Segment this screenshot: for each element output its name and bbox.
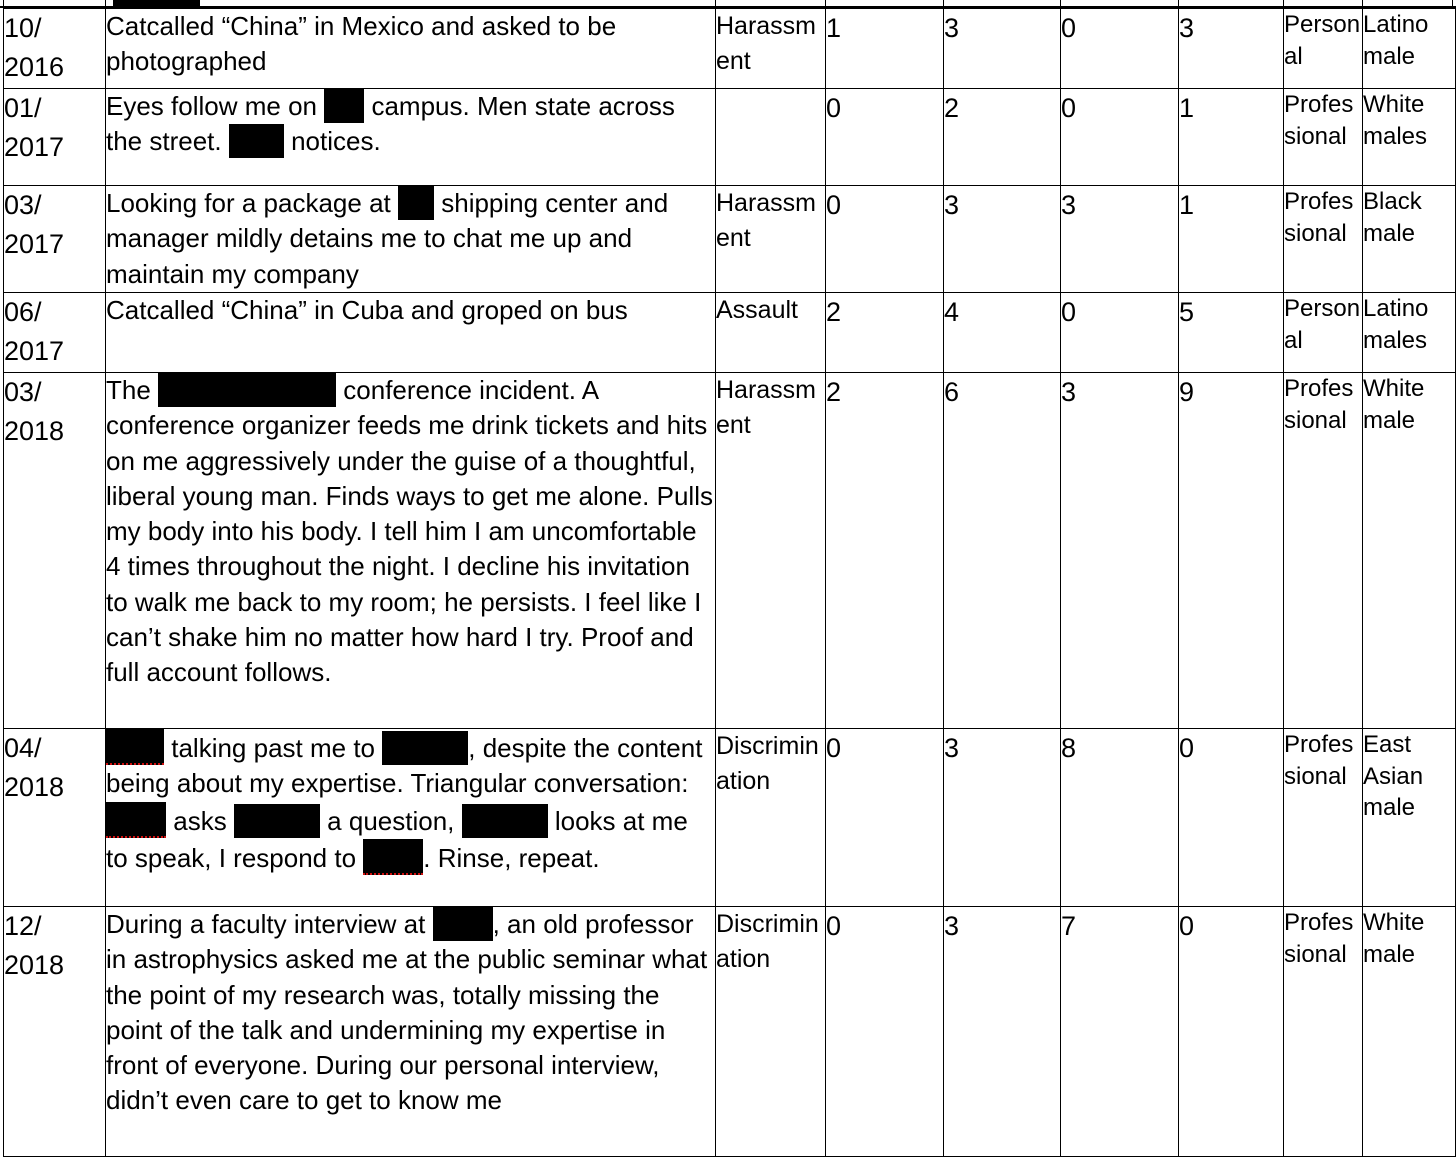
score-cell: 3: [944, 9, 1061, 89]
redaction-block: [229, 124, 284, 158]
description-cell: [106, 907, 716, 1157]
redaction-block: [106, 729, 164, 765]
score-cell: 3: [1061, 186, 1179, 293]
score-cell: 0: [1061, 9, 1179, 89]
description-text: shipping center and manager mildly detains me to chat me up and maintain my company: [106, 188, 669, 289]
redaction-block: [158, 373, 336, 407]
score-cell: 2: [826, 373, 944, 729]
context-cell: Professional: [1284, 729, 1363, 907]
score-cell: 3: [944, 729, 1061, 907]
redaction-block: [382, 731, 468, 765]
score-cell: 0: [826, 729, 944, 907]
description-text: , despite the content being about my expertise. Triangular conversation:: [106, 733, 703, 799]
description-text: , an old professor in astrophysics asked me at the public seminar what the point of my research was, totally missing the point of the talk and undermining my expertise in front of everyone. During our personal interview, didn’t even care to get to know me: [106, 909, 708, 1116]
score-cell: 7: [1061, 907, 1179, 1157]
score-cell: 3: [944, 907, 1061, 1157]
description-text: asks: [173, 805, 227, 836]
redaction-block: [106, 802, 166, 838]
description-text: talking past me to: [171, 733, 376, 763]
date-cell: 03/ 2017: [4, 186, 106, 293]
perpetrator-cell: Latino males: [1363, 293, 1456, 373]
score-cell: 0: [1179, 907, 1284, 1157]
type-cell: Discrimination: [716, 729, 826, 907]
redaction-block: [234, 804, 320, 838]
context-cell: Professional: [1284, 89, 1363, 186]
score-cell: 0: [1179, 729, 1284, 907]
previous-row-fragment: [0, 0, 1456, 8]
score-cell: 1: [826, 9, 944, 89]
perpetrator-cell: Latino male: [1363, 9, 1456, 89]
description-text: conference incident. A conference organizer feeds me drink tickets and hits on me aggressively under the guise of a thoughtful, liberal young man. Finds ways to get me alone. Pulls my body into his body. I tell him I am uncomfortable 4 times throughout the night. I decline his invitation to walk me back to my room; he persists. I feel like I can’t shake him no matter how hard I try. Proof and full account follows.: [106, 375, 713, 688]
type-cell: Harassment: [716, 373, 826, 729]
context-cell: Personal: [1284, 9, 1363, 89]
table-row: [4, 293, 1456, 373]
context-cell: Professional: [1284, 373, 1363, 729]
description-text: The: [106, 375, 151, 405]
redaction-block: [113, 0, 200, 7]
description-cell: [106, 373, 716, 729]
table-row: [4, 89, 1456, 186]
score-cell: 5: [1179, 293, 1284, 373]
description-text: Looking for a package at: [106, 188, 391, 218]
description-cell: [106, 186, 716, 293]
score-cell: 3: [944, 186, 1061, 293]
description-cell: [106, 89, 716, 186]
score-cell: 1: [1179, 186, 1284, 293]
type-cell: Assault: [716, 293, 826, 373]
description-text: notices.: [291, 126, 381, 157]
date-cell: 10/ 2016: [4, 9, 106, 89]
description-cell: [106, 729, 716, 907]
table-row: [4, 373, 1456, 729]
context-cell: Professional: [1284, 186, 1363, 293]
incident-log-table: [3, 8, 1456, 1157]
table-row: [4, 9, 1456, 89]
perpetrator-cell: East Asian male: [1363, 729, 1456, 907]
score-cell: 0: [826, 186, 944, 293]
date-cell: 06/ 2017: [4, 293, 106, 373]
context-cell: Personal: [1284, 293, 1363, 373]
description-text: a question,: [327, 805, 455, 836]
type-cell: [716, 89, 826, 186]
type-cell: Harassment: [716, 186, 826, 293]
description-text: looks at me to speak, I respond to: [106, 805, 688, 873]
description-cell: Catcalled “China” in Cuba and groped on bus: [106, 293, 716, 373]
table-row: [4, 729, 1456, 907]
score-cell: 2: [826, 293, 944, 373]
perpetrator-cell: Black male: [1363, 186, 1456, 293]
score-cell: 3: [1179, 9, 1284, 89]
context-cell: Professional: [1284, 907, 1363, 1157]
score-cell: 3: [1061, 373, 1179, 729]
score-cell: 0: [826, 89, 944, 186]
type-cell: Discrimination: [716, 907, 826, 1157]
redaction-block: [433, 907, 493, 941]
perpetrator-cell: White male: [1363, 373, 1456, 729]
description-text: . Rinse, repeat.: [423, 842, 600, 873]
table-row: [4, 907, 1456, 1157]
redaction-block: [363, 839, 423, 875]
redaction-block: [398, 186, 434, 220]
table-row: [4, 186, 1456, 293]
redaction-block: [462, 804, 548, 838]
description-text: campus. Men state across the street.: [106, 91, 675, 157]
perpetrator-cell: White male: [1363, 907, 1456, 1157]
score-cell: 6: [944, 373, 1061, 729]
date-cell: 01/ 2017: [4, 89, 106, 186]
date-cell: 03/ 2018: [4, 373, 106, 729]
date-cell: 12/ 2018: [4, 907, 106, 1157]
description-text: Eyes follow me on: [106, 91, 317, 121]
score-cell: 1: [1179, 89, 1284, 186]
score-cell: 2: [944, 89, 1061, 186]
type-cell: Harassment: [716, 9, 826, 89]
score-cell: 8: [1061, 729, 1179, 907]
score-cell: 9: [1179, 373, 1284, 729]
score-cell: 0: [1061, 89, 1179, 186]
score-cell: 0: [826, 907, 944, 1157]
redaction-block: [324, 89, 364, 123]
perpetrator-cell: White males: [1363, 89, 1456, 186]
description-cell: Catcalled “China” in Mexico and asked to be photographed: [106, 9, 716, 89]
score-cell: 4: [944, 293, 1061, 373]
description-text: During a faculty interview at: [106, 909, 426, 939]
score-cell: 0: [1061, 293, 1179, 373]
date-cell: 04/ 2018: [4, 729, 106, 907]
